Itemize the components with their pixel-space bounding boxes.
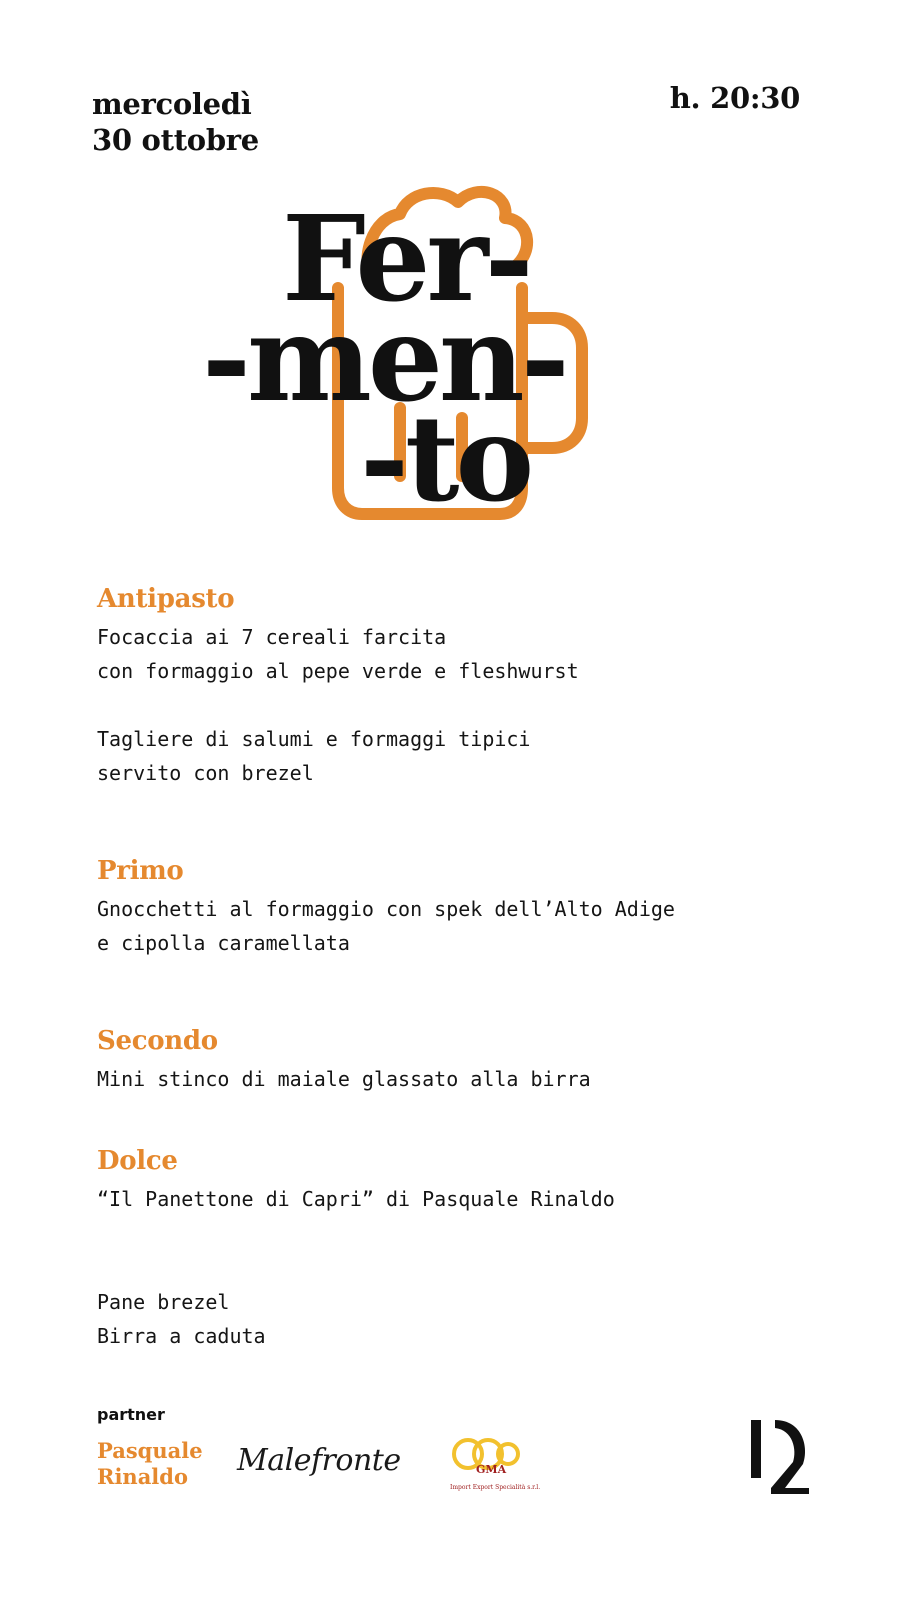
logo-line-2: -men- xyxy=(202,289,566,428)
menu-dolce xyxy=(97,1146,615,1216)
menu-antipasto xyxy=(97,584,579,790)
menu-item: Tagliere di salumi e formaggi tipici xyxy=(97,727,531,751)
menu-item: con formaggio al pepe verde e fleshwurst xyxy=(97,659,579,683)
menu-item: Pane brezel xyxy=(97,1290,230,1314)
section-title: Antipasto xyxy=(97,584,235,614)
event-day: mercoledì xyxy=(92,87,252,121)
menu-item: Birra a caduta xyxy=(97,1324,266,1348)
menu-secondo xyxy=(97,1026,591,1096)
menu-extras xyxy=(97,1285,266,1353)
menu-item: “Il Panettone di Capri” di Pasquale Rinaldo xyxy=(97,1187,615,1211)
malefronte-logo: Malefronte xyxy=(237,1443,401,1478)
gma-label: GMA xyxy=(476,1463,507,1476)
section-title: Secondo xyxy=(97,1026,218,1056)
pasquale-line-2: Rinaldo xyxy=(97,1464,188,1489)
menu-primo xyxy=(97,856,675,960)
event-date xyxy=(92,86,259,158)
event-time: h. 20:30 xyxy=(669,81,800,115)
gma-subtitle: Import Export Specialità s.r.l. xyxy=(450,1484,541,1491)
logo-line-3: -to xyxy=(360,389,531,528)
pasquale-rinaldo-logo xyxy=(97,1438,203,1490)
logo-line-1: Fer- xyxy=(282,189,530,328)
menu-item: servito con brezel xyxy=(97,761,314,785)
menu-item: Mini stinco di maiale glassato alla birra xyxy=(97,1067,591,1091)
menu-spacer xyxy=(97,688,579,722)
menu-item: Focaccia ai 7 cereali farcita xyxy=(97,625,447,649)
menu-item: e cipolla caramellata xyxy=(97,931,350,955)
section-title: Dolce xyxy=(97,1146,178,1176)
partner-label: partner xyxy=(97,1405,165,1424)
menu-item: Gnocchetti al formaggio con spek dell’Alto Adige xyxy=(97,897,675,921)
dl-logo-icon xyxy=(745,1418,815,1496)
fermento-logo xyxy=(200,178,700,538)
pasquale-line-1: Pasquale xyxy=(97,1438,203,1463)
event-day-date: 30 ottobre xyxy=(92,123,259,157)
section-title: Primo xyxy=(97,856,184,886)
